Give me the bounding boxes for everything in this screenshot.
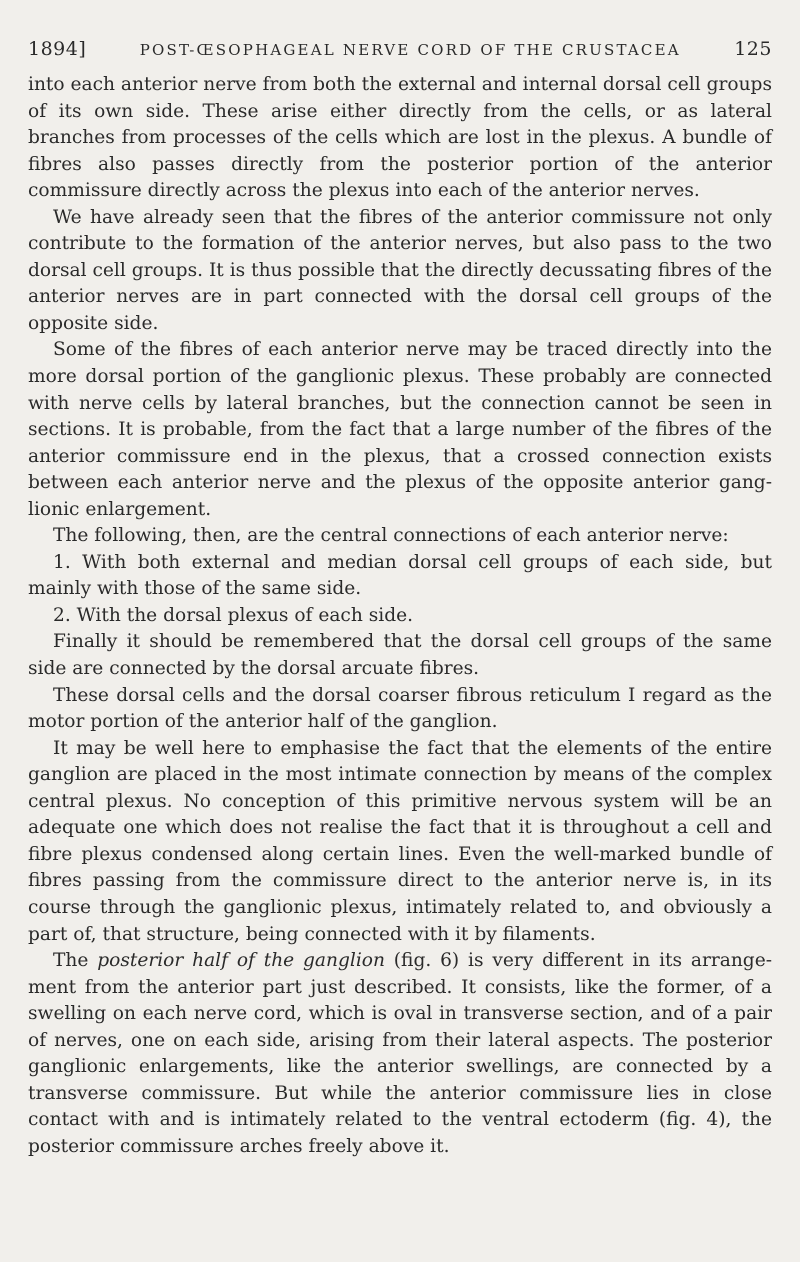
paragraph-8-italic: posterior half of the ganglion [97,950,385,972]
list-item-1: 1. With both external and median dorsal cell groups of each side, but mainly with those of the same side. [28,551,772,600]
list-item-2: 2. With the dorsal plexus of each side. [53,604,414,626]
header-title: POST-ŒSOPHAGEAL NERVE CORD OF THE CRUSTACEA [139,41,681,59]
paragraph-4: The following, then, are the central connections of each anterior nerve: [53,525,729,547]
paragraph-2: We have already seen that the fibres of the anterior commissure not only contribute to the formation of the anterior nerves, but also pass to the two dorsal cell groups. It is thus possible that the directly decussating fibres of the anterior nerves are in part connected with the dorsal cell groups of the opposite side. [28,206,772,334]
paragraph-7: It may be well here to emphasise the fact that the elements of the entire ganglion are placed in the most intimate connection by means of the complex central plexus. No conception of this primitive nervous system will be an adequate one which does not realise the fact that it is throughout a cell and fibre plexus condensed along certain lines. Even the well-marked bundle of fibres passing from the commissure direct to the anterior nerve is, in its course through the ganglionic plexus, intimately related to, and obviously a part of, that structure, being connected with it by filaments. [28,737,772,945]
paragraph-1: into each anterior nerve from both the external and internal dorsal cell groups of its own side. These arise either directly from the cells, or as lateral branches from processes of the cells which are lost in the plexus. A bundle of fibres also passes directly from the posterior portion of the anterior commissure directly across the plexus into each of the anterior nerves. [28,74,772,202]
paragraph-8 [28,948,772,1160]
header-year: 1894] [28,38,87,60]
paragraph-8-rest: (fig. 6) is very different in its arrange-ment from the anterior part just described. It consists, like the former, of a swelling on each nerve cord, which is oval in transverse section, and of a pair of nerves, one on each side, arising from their lateral aspects. The posterior ganglionic enlargements, like the anterior swellings, are connected by a transverse commissure. But while the anterior commissure lies in close contact with and is intimately related to the ventral ectoderm (fig. 4), the posterior commissure arches freely above it. [28,950,772,1157]
body-text [28,72,772,1160]
paragraph-5: Finally it should be remembered that the dorsal cell groups of the same side are connected by the dorsal arcuate fibres. [28,631,772,680]
header-page-number: 125 [734,38,772,60]
paragraph-6: These dorsal cells and the dorsal coarser fibrous reticulum I regard as the motor portion of the anterior half of the ganglion. [28,684,772,733]
page [28,38,772,1160]
running-head [28,38,772,68]
paragraph-3: Some of the fibres of each anterior nerve may be traced directly into the more dorsal portion of the ganglionic plexus. These probably are connected with nerve cells by lateral branches, but the connection cannot be seen in sections. It is probable, from the fact that a large number of the fibres of the anterior commissure end in the plexus, that a crossed connection exists between each anterior nerve and the plexus of the opposite anterior gang-lionic enlargement. [28,339,772,520]
paragraph-8-lead: The [53,950,98,972]
